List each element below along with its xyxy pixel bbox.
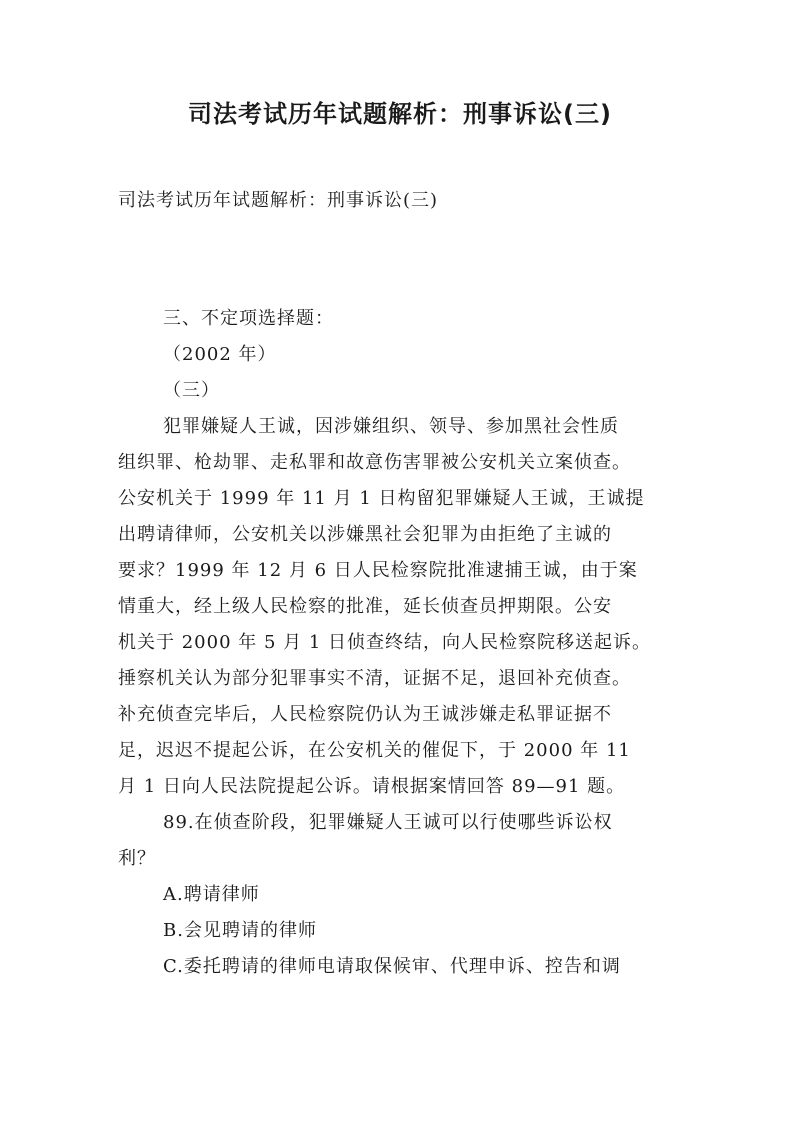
year-label: （2002 年） [163, 344, 277, 365]
case-paragraph-line: 出聘请律师，公安机关以涉嫌黑社会犯罪为由拒绝了主诚的 [118, 524, 612, 545]
option-a: A.聘请律师 [163, 884, 260, 905]
document-body [118, 301, 684, 985]
section-heading: 三、不定项选择题： [163, 308, 334, 329]
case-paragraph-line: 月 1 日向人民法院提起公诉。请根据案情回答 89—91 题。 [118, 776, 626, 797]
case-paragraph-line: 情重大，经上级人民检察的批准，延长侦查员押期限。公安 [118, 596, 612, 617]
document-subtitle: 司法考试历年试题解析：刑事诉讼(三) [118, 190, 439, 211]
case-paragraph-line: 足，迟迟不提起公诉，在公安机关的催促下，于 2000 年 11 [118, 740, 631, 761]
case-paragraph-line: 公安机关于 1999 年 11 月 1 日构留犯罪嫌疑人王诚，王诚提 [118, 488, 645, 509]
document-title: 司法考试历年试题解析：刑事诉讼(三) [188, 100, 612, 128]
option-c: C.委托聘请的律师电请取保候审、代理申诉、控告和调 [163, 956, 621, 977]
case-paragraph-line: 捶察机关认为部分犯罪事实不清，证据不足，退回补充侦查。 [118, 668, 631, 689]
case-paragraph-line: 补充侦查完毕后，人民检察院仍认为王诚涉嫌走私罪证据不 [118, 704, 612, 725]
case-paragraph-line: 组织罪、枪劫罪、走私罪和故意伤害罪被公安机关立案侦查。 [118, 452, 631, 473]
case-paragraph-line: 机关于 2000 年 5 月 1 日侦查终结，向人民检察院移送起诉。 [118, 632, 652, 653]
case-paragraph-line: 犯罪嫌疑人王诚，因涉嫌组织、领导、参加黑社会性质 [163, 416, 619, 437]
option-b: B.会见聘请的律师 [163, 920, 317, 941]
question-line: 利？ [118, 848, 156, 869]
part-label: （三） [163, 380, 220, 401]
case-paragraph-line: 要求？1999 年 12 月 6 日人民检察院批准逮捕王诚，由于案 [118, 560, 638, 581]
question-line: 89.在侦查阶段，犯罪嫌疑人王诚可以行使哪些诉讼权 [163, 812, 613, 833]
